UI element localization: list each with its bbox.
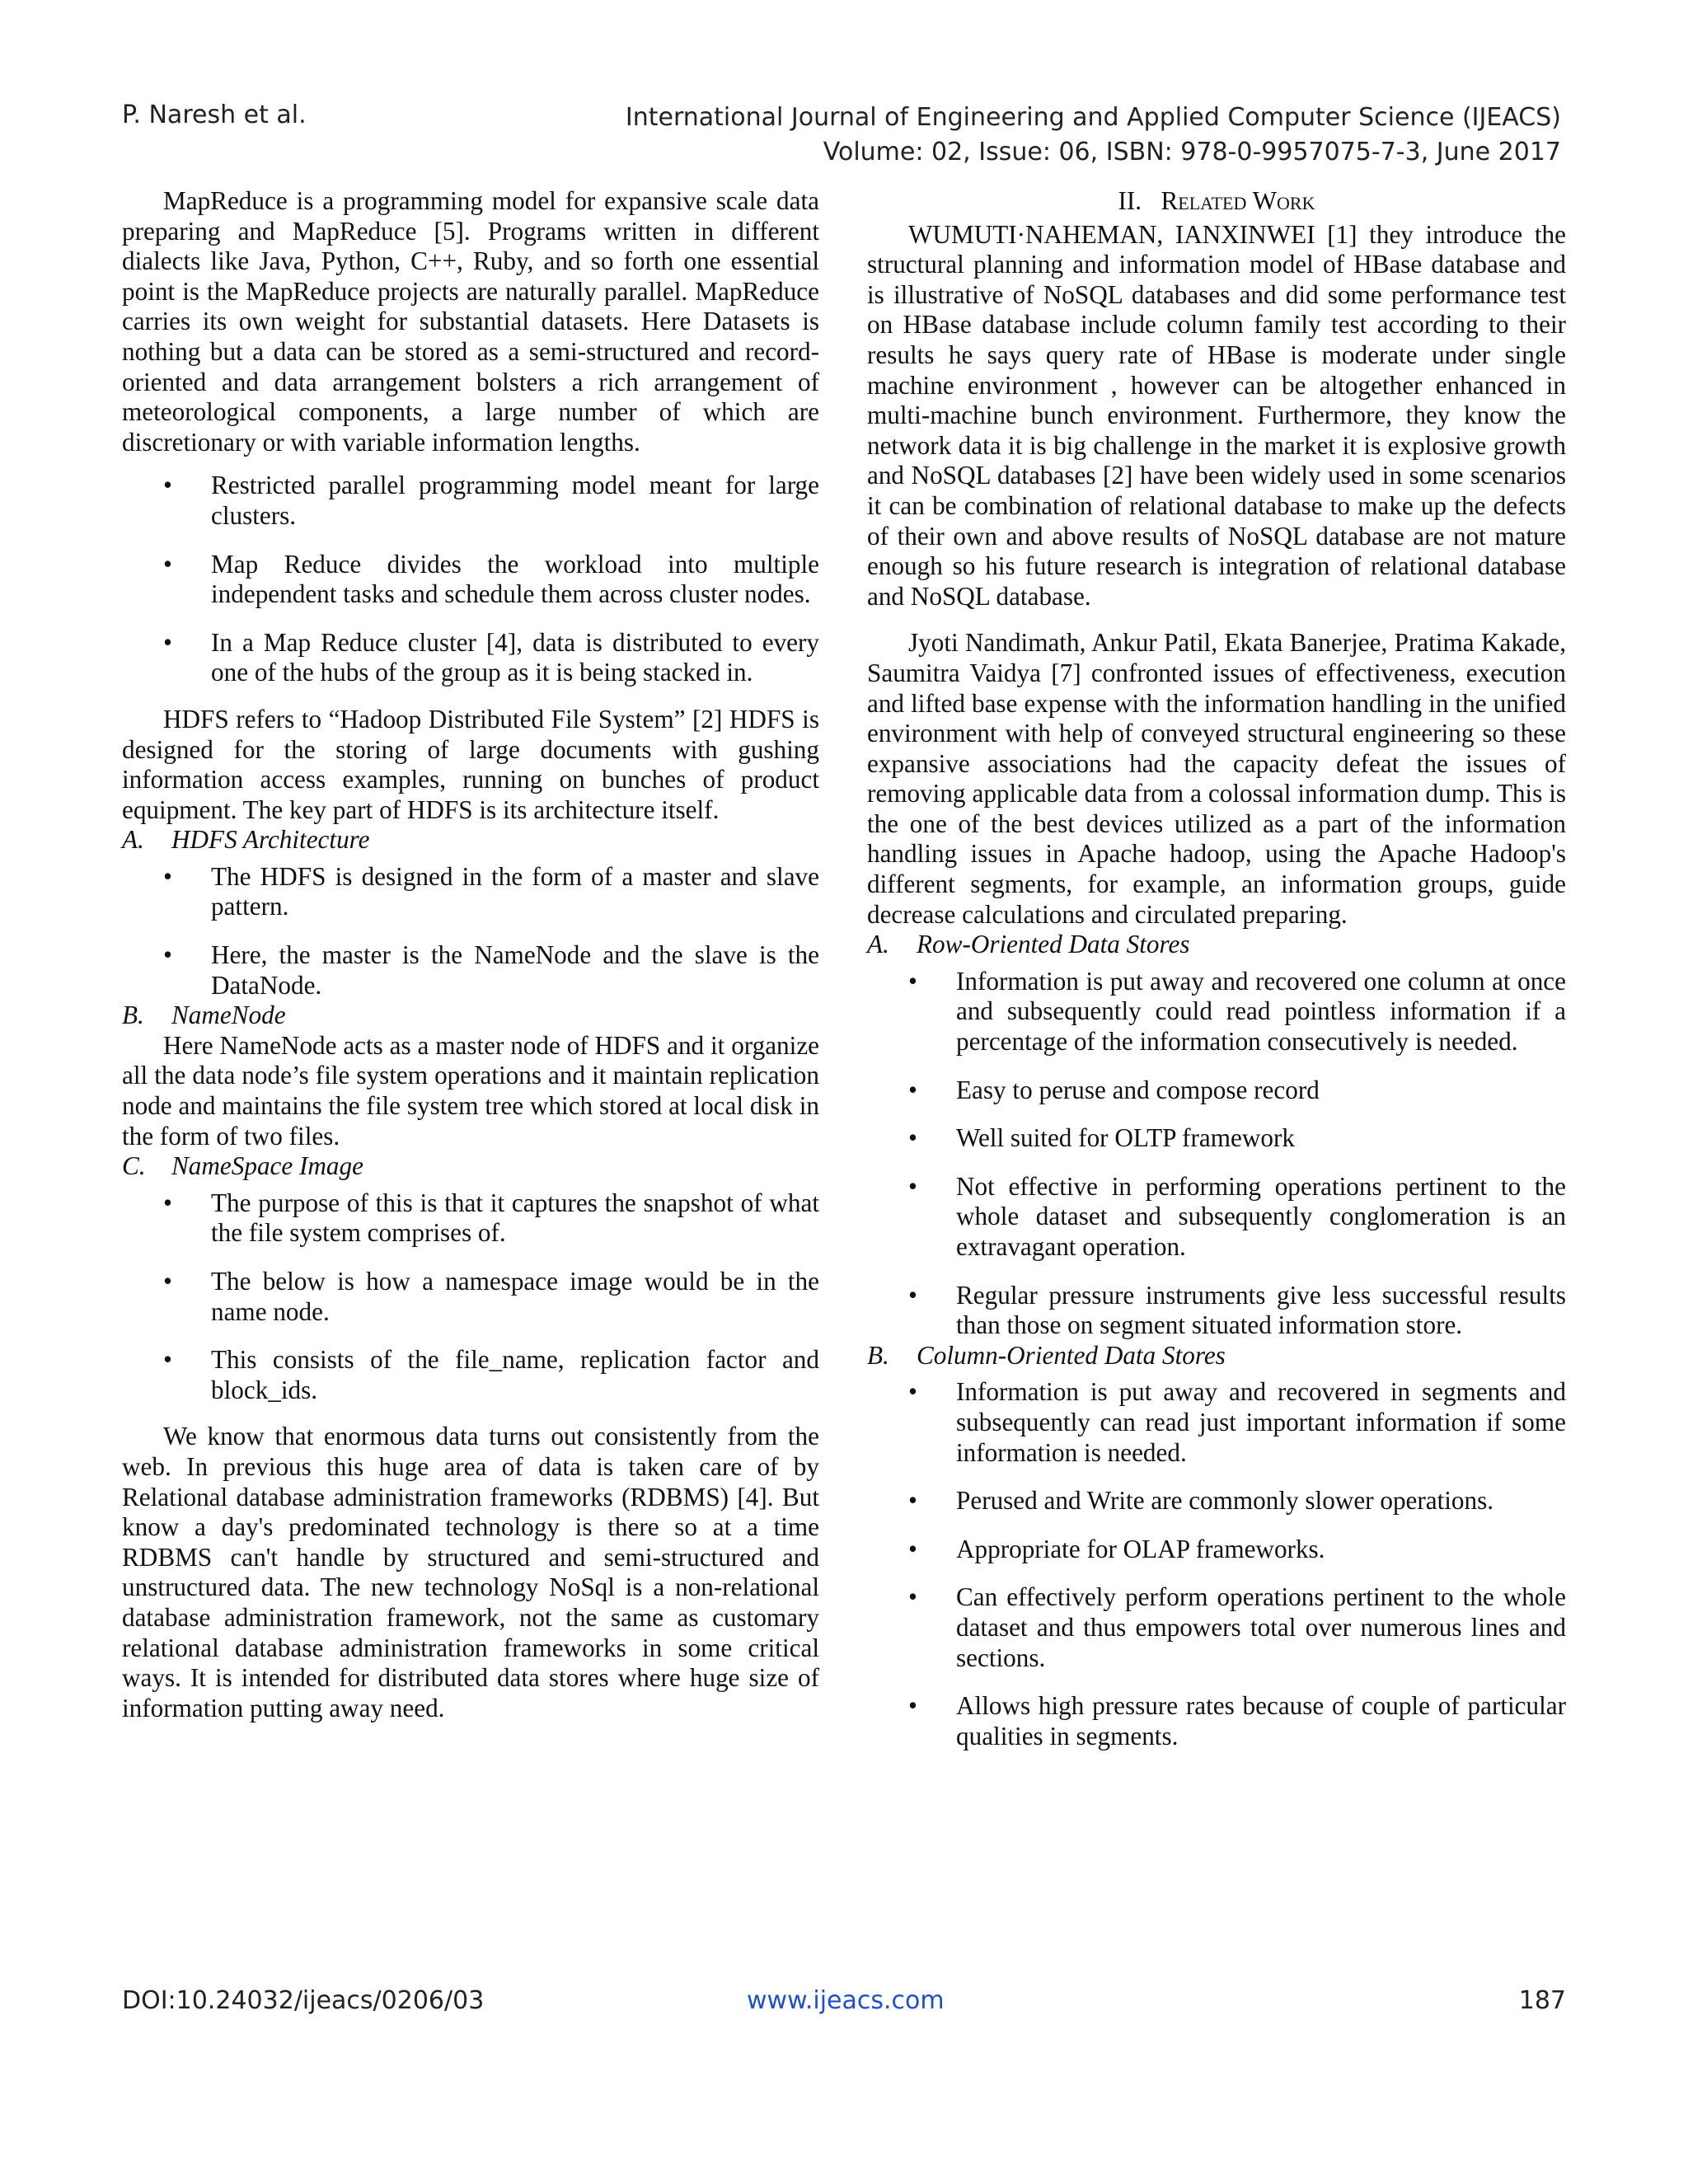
running-header-authors: P. Naresh et al.	[122, 101, 307, 129]
bullet-icon: •	[908, 1534, 917, 1563]
bullet-icon: •	[908, 1486, 917, 1516]
footer-doi: DOI:10.24032/ijeacs/0206/03	[122, 1986, 485, 2015]
list-item: • Information is put away and recovered in segments and subsequently can read just important information if some information is needed.	[908, 1377, 1566, 1467]
subsection-heading-namespace-image: C. NameSpace Image	[122, 1151, 363, 1181]
list-item: • Perused and Write are commonly slower operations.	[908, 1486, 1494, 1516]
subsection-heading-column-oriented: B. Column-Oriented Data Stores	[867, 1340, 1226, 1370]
journal-name: International Journal of Engineering and Applied Computer Science (IJEACS)	[625, 103, 1561, 132]
bullet-icon: •	[163, 549, 172, 579]
list-item: • Not effective in performing operations pertinent to the whole dataset and subsequently conglomeration is an extravagant operation.	[908, 1171, 1566, 1261]
bullet-icon: •	[163, 1188, 172, 1217]
list-item: • The purpose of this is that it captures the snapshot of what the file system comprises of.	[163, 1188, 819, 1248]
bullet-list-namespace-image	[122, 1188, 819, 1406]
bullet-icon: •	[163, 627, 172, 657]
bullet-icon: •	[908, 1582, 917, 1612]
bullet-icon: •	[908, 1377, 917, 1407]
subsection-heading-row-oriented: A. Row-Oriented Data Stores	[867, 930, 1190, 959]
journal-volume: Volume: 02, Issue: 06, ISBN: 978-0-9957075-7-3, June 2017	[823, 138, 1561, 166]
subsection-heading-namenode: B. NameNode	[122, 1001, 286, 1030]
list-item: • Map Reduce divides the workload into multiple independent tasks and schedule them across cluster nodes.	[163, 549, 819, 609]
list-item: • This consists of the file_name, replication factor and block_ids.	[163, 1345, 819, 1404]
list-item: • The HDFS is designed in the form of a master and slave pattern.	[163, 861, 819, 921]
footer-url-link[interactable]: www.ijeacs.com	[747, 1986, 945, 2015]
list-item: • Regular pressure instruments give less successful results than those on segment situated information store.	[908, 1280, 1566, 1340]
left-column	[122, 186, 819, 1723]
bullet-list-mapreduce	[122, 471, 819, 688]
right-column	[867, 186, 1566, 1751]
bullet-icon: •	[163, 940, 172, 970]
bullet-list-row-oriented	[867, 967, 1566, 1341]
paragraph-namenode: Here NameNode acts as a master node of HDFS and it organize all the data node’s file system operations and it maintain replication node and maintains the file system tree which stored at local disk in the form of two files.	[122, 1030, 819, 1151]
bullet-icon: •	[908, 1280, 917, 1310]
bullet-icon: •	[163, 1267, 172, 1296]
paragraph-nosql-intro: We know that enormous data turns out consistently from the web. In previous this huge area of data is taken care of by Relational database administration frameworks (RDBMS) [4]. But know a day's predominated technology is there so at a time RDBMS can't handle by structured and semi-structured and unstructured data. The new technology NoSql is a non-relational database administration framework, not the same as customary relational database administration frameworks in some critical ways. It is intended for distributed data stores where huge size of information putting away need.	[122, 1422, 819, 1722]
bullet-icon: •	[163, 471, 172, 500]
subsection-heading-hdfs-architecture: A. HDFS Architecture	[122, 825, 370, 855]
list-item: • In a Map Reduce cluster [4], data is distributed to every one of the hubs of the group as it is being stacked in.	[163, 627, 819, 687]
bullet-icon: •	[908, 1075, 917, 1104]
paragraph-mapreduce: MapReduce is a programming model for expansive scale data preparing and MapReduce [5]. Programs written in different dialects like Java, Python, C++, Ruby, and so forth one essential point is the MapReduce projects are naturally parallel. MapReduce carries its own weight for substantial datasets. Here Datasets is nothing but a data can be stored as a semi-structured and record-oriented and data arrangement bolsters a rich arrangement of meteorological components, a large number of which are discretionary or with variable information lengths.	[122, 186, 819, 457]
paragraph-hdfs: HDFS refers to “Hadoop Distributed File System” [2] HDFS is designed for the storing of large documents with gushing information access examples, running on bunches of product equipment. The key part of HDFS is its architecture itself.	[122, 704, 819, 824]
bullet-icon: •	[163, 1345, 172, 1375]
bullet-icon: •	[163, 861, 172, 891]
bullet-list-hdfs-architecture	[122, 862, 819, 1001]
paragraph-related-work-hbase: WUMUTI·NAHEMAN, IANXINWEI [1] they introduce the structural planning and information model of HBase database and is illustrative of NoSQL databases and did some performance test on HBase database include column family test according to their results he says query rate of HBase is moderate under single machine environment , however can be altogether enhanced in multi-machine bunch environment. Furthermore, they know the network data it is big challenge in the market it is explosive growth and NoSQL databases [2] have been widely used in some scenarios it can be combination of relational database to make up the defects of their own and above results of NoSQL database are not mature enough so his future research is integration of relational database and NoSQL database.	[867, 219, 1566, 611]
footer-page-number: 187	[1518, 1986, 1566, 2015]
list-item: • Easy to peruse and compose record	[908, 1075, 1320, 1104]
list-item: • Restricted parallel programming model meant for large clusters.	[163, 471, 819, 530]
bullet-icon: •	[908, 966, 917, 996]
list-item: • Allows high pressure rates because of couple of particular qualities in segments.	[908, 1691, 1566, 1750]
list-item: • Appropriate for OLAP frameworks.	[908, 1534, 1325, 1563]
list-item: • Well suited for OLTP framework	[908, 1123, 1295, 1153]
section-heading-related-work: II. Related Work	[1118, 186, 1315, 215]
bullet-list-column-oriented	[867, 1377, 1566, 1751]
bullet-icon: •	[908, 1171, 917, 1201]
list-item: • Here, the master is the NameNode and the slave is the DataNode.	[163, 940, 819, 1000]
bullet-icon: •	[908, 1123, 917, 1153]
paragraph-related-work-hadoop: Jyoti Nandimath, Ankur Patil, Ekata Banerjee, Pratima Kakade, Saumitra Vaidya [7] confronted issues of effectiveness, execution and lifted base expense with the information handling in the unified environment with help of conveyed structural engineering so these expansive associations had the capacity defeat the issues of removing applicable data from a colossal information dump. This is the one of the best devices utilized as a part of the information handling issues in Apache hadoop, using the Apache Hadoop's different segments, for example, an information groups, guide decrease calculations and circulated preparing.	[867, 628, 1566, 929]
bullet-icon: •	[908, 1691, 917, 1721]
list-item: • The below is how a namespace image would be in the name node.	[163, 1267, 819, 1326]
list-item: • Can effectively perform operations pertinent to the whole dataset and thus empowers total over numerous lines and sections.	[908, 1582, 1566, 1672]
list-item: • Information is put away and recovered one column at once and subsequently could read pointless information if a percentage of the information consecutively is needed.	[908, 966, 1566, 1057]
running-header-journal	[626, 101, 1561, 170]
